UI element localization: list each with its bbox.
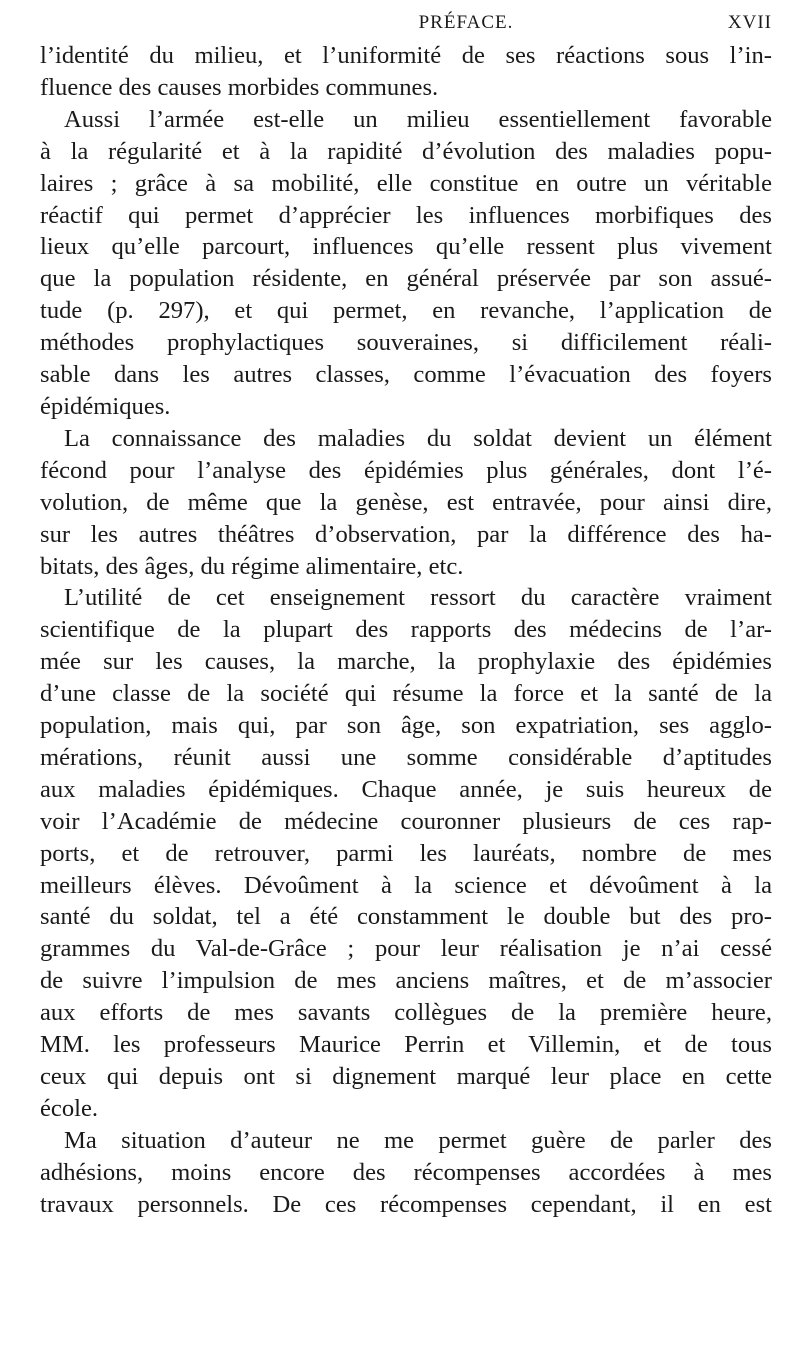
book-page [40, 0, 772, 1221]
text-line: laires ; grâce à sa mobilité, elle constitue en outre un véritable [40, 169, 772, 197]
text-line: que la population résidente, en général préservée par son assué- [40, 265, 772, 293]
text-line: scientifique de la plupart des rapports des médecins de l’ar- [40, 616, 772, 644]
text-line: Aussi l’armée est-elle un milieu essentiellement favorable [64, 105, 772, 133]
text-line: travaux personnels. De ces récompenses cependant, il en est [40, 1190, 772, 1218]
text-line: sur les autres théâtres d’observation, par la différence des ha- [40, 520, 772, 548]
running-head [40, 0, 772, 40]
text-line: méthodes prophylactiques souveraines, si difficilement réali- [40, 329, 772, 357]
text-line: bitats, des âges, du régime alimentaire, etc. [40, 552, 464, 580]
text-line: à la régularité et à la rapidité d’évolution des maladies popu- [40, 137, 772, 165]
text-line: santé du soldat, tel a été constamment le double but des pro- [40, 903, 772, 931]
page-number: XVII [727, 12, 772, 33]
text-line: aux maladies épidémiques. Chaque année, je suis heureux de [40, 775, 772, 803]
text-line: lieux qu’elle parcourt, influences qu’elle ressent plus vivement [40, 233, 772, 261]
running-head-title: PRÉFACE. [418, 12, 514, 33]
text-line: réactif qui permet d’apprécier les influences morbifiques des [40, 201, 772, 229]
text-line: l’identité du milieu, et l’uniformité de ses réactions sous l’in- [40, 42, 772, 69]
text-line: fécond pour l’analyse des épidémies plus générales, dont l’é- [40, 456, 772, 484]
text-line: La connaissance des maladies du soldat devient un élément [64, 424, 772, 452]
text-line: fluence des causes morbides communes. [40, 73, 439, 101]
text-line: Ma situation d’auteur ne me permet guère de parler des [64, 1126, 772, 1154]
text-line: volution, de même que la genèse, est entravée, pour ainsi dire, [40, 488, 772, 516]
text-line: tude (p. 297), et qui permet, en revanche, l’application de [40, 297, 772, 325]
text-line: voir l’Académie de médecine couronner plusieurs de ces rap- [40, 807, 772, 835]
text-line: sable dans les autres classes, comme l’évacuation des foyers [40, 361, 772, 389]
text-line: adhésions, moins encore des récompenses accordées à mes [40, 1158, 772, 1186]
text-line: ceux qui depuis ont si dignement marqué leur place en cette [40, 1063, 772, 1090]
text-line: épidémiques. [40, 392, 171, 420]
text-line: école. [40, 1094, 99, 1122]
text-line: mée sur les causes, la marche, la prophylaxie des épidémies [40, 648, 772, 676]
text-line: population, mais qui, par son âge, son expatriation, ses agglo- [40, 712, 772, 740]
text-line: grammes du Val-de-Grâce ; pour leur réalisation je n’ai cessé [40, 935, 772, 963]
text-line: de suivre l’impulsion de mes anciens maîtres, et de m’associer [40, 967, 772, 995]
body-text [40, 40, 772, 1221]
text-line: aux efforts de mes savants collègues de la première heure, [40, 999, 772, 1027]
text-line: mérations, réunit aussi une somme considérable d’aptitudes [40, 743, 772, 771]
text-line: MM. les professeurs Maurice Perrin et Villemin, et de tous [40, 1031, 772, 1059]
text-line: meilleurs élèves. Dévoûment à la science et dévoûment à la [40, 871, 772, 899]
text-line: ports, et de retrouver, parmi les lauréats, nombre de mes [40, 839, 772, 867]
text-line: d’une classe de la société qui résume la force et la santé de la [40, 680, 772, 708]
text-line: L’utilité de cet enseignement ressort du caractère vraiment [64, 584, 772, 612]
